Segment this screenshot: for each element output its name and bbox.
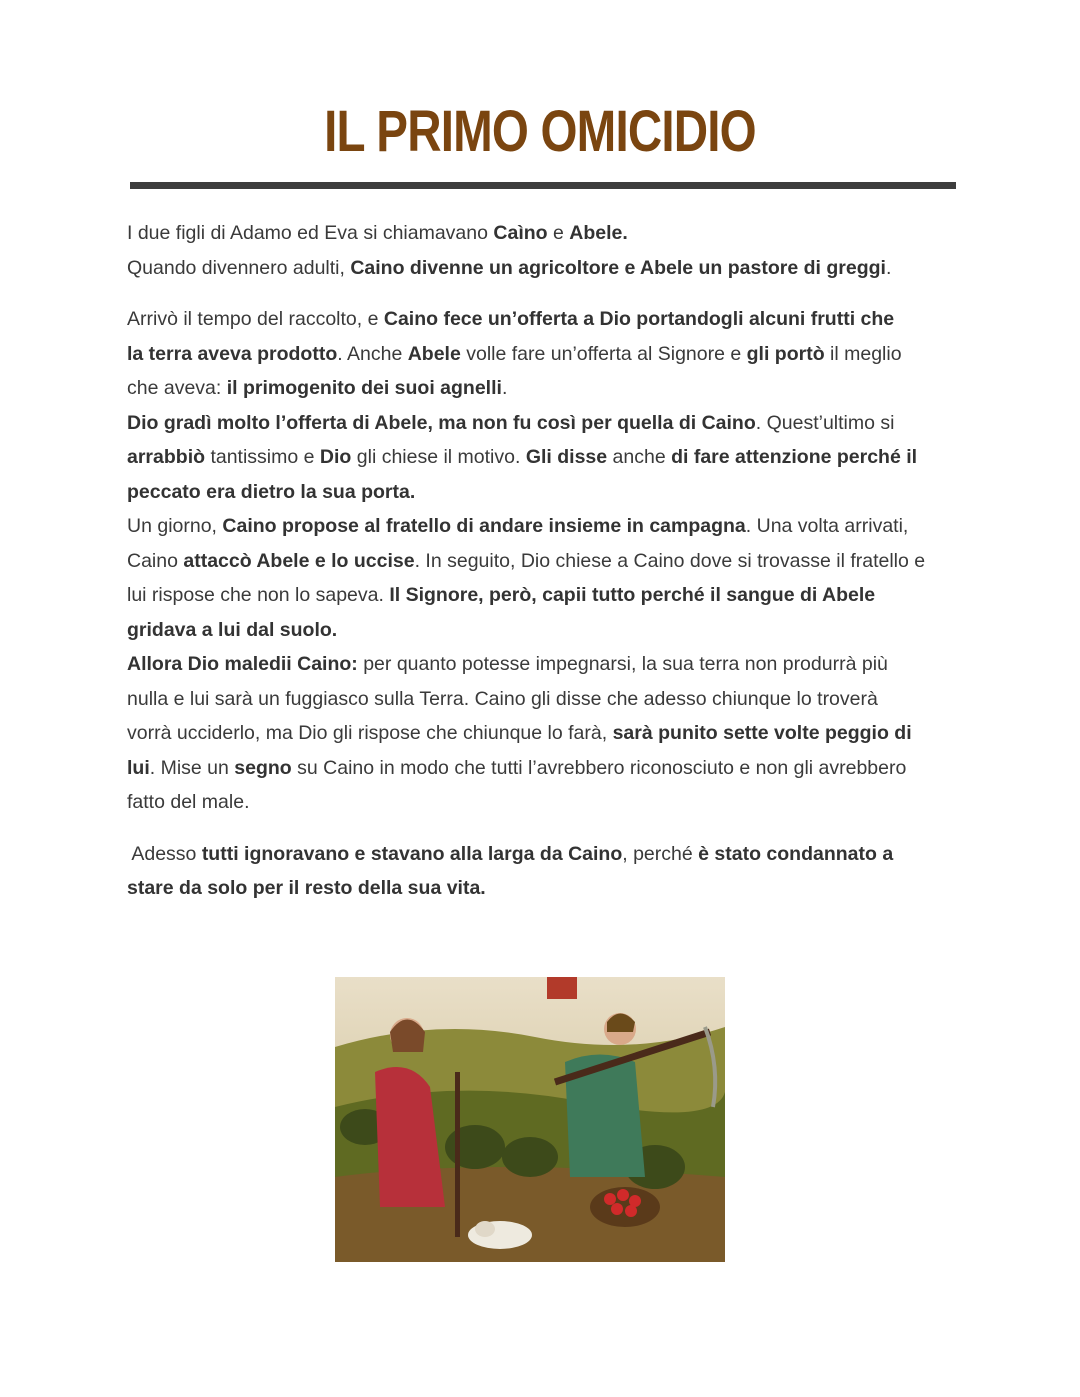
- text: gli chiese il motivo.: [351, 446, 526, 468]
- text: che aveva:: [127, 377, 227, 399]
- text: . Una volta arrivati,: [745, 515, 909, 537]
- bold-text: Abele.: [569, 222, 628, 244]
- bold-text: il primogenito dei suoi agnelli: [226, 377, 502, 399]
- bold-text: gridava a lui dal suolo.: [127, 618, 338, 641]
- text-line: [127, 647, 967, 682]
- text: vorrà ucciderlo, ma Dio gli rispose che chiunque lo farà,: [127, 722, 613, 744]
- text-line: [127, 216, 967, 251]
- text: Arrivò il tempo del raccolto, e: [127, 308, 384, 330]
- text: e: [547, 222, 570, 244]
- text: il meglio: [824, 342, 902, 365]
- text: .: [885, 256, 892, 279]
- bold-text: Dio gradì molto l’offerta di Abele, ma non fu così per quella di Caino: [127, 411, 756, 434]
- text-line: [127, 337, 967, 372]
- text: lui rispose che non lo sapeva.: [127, 584, 390, 606]
- text-line: [127, 578, 967, 613]
- text: .: [501, 377, 508, 399]
- bold-text: Caino divenne un agricoltore e Abele un pastore di greggi: [350, 256, 886, 279]
- bold-text: Caino propose al fratello di andare insieme in campagna: [222, 515, 746, 537]
- text: su Caino in modo che tutti l’avrebbero riconosciuto e non gli avrebbero: [291, 756, 907, 779]
- text-line: [127, 509, 967, 544]
- paragraph: [127, 837, 967, 906]
- cain-abel-illustration: [335, 977, 725, 1262]
- bold-text: Caìno: [493, 222, 548, 244]
- bold-text: la terra aveva prodotto: [127, 342, 338, 365]
- bold-text: Il Signore, però, capii tutto perché il sangue di Abele: [389, 584, 876, 606]
- bold-text: segno: [234, 756, 292, 779]
- bold-text: tutti ignoravano e stavano alla larga da Caino: [201, 842, 623, 865]
- bold-text: sarà punito sette volte peggio di: [612, 722, 912, 744]
- bold-text: Dio: [319, 446, 352, 468]
- text: nulla e lui sarà un fuggiasco sulla Terra. Caino gli disse che adesso chiunque lo troverà: [127, 687, 878, 710]
- bold-text: lui: [127, 756, 150, 779]
- text: . Anche: [337, 342, 408, 365]
- title-divider: [130, 182, 956, 189]
- bold-text: stare da solo per il resto della sua vita.: [127, 877, 486, 899]
- text: Caino: [127, 549, 184, 572]
- text: I due figli di Adamo ed Eva si chiamavano: [127, 222, 494, 244]
- text: volle fare un’offerta al Signore e: [460, 342, 747, 365]
- bold-text: di fare attenzione perché il: [671, 446, 918, 468]
- text-line: [127, 371, 967, 406]
- text-line: [127, 837, 967, 872]
- text-line: [127, 544, 967, 579]
- document-body: [127, 216, 967, 923]
- page-title: IL PRIMO OMICIDIO: [324, 99, 756, 164]
- text-line: [127, 751, 967, 786]
- text: per quanto potesse impegnarsi, la sua terra non produrrà più: [357, 653, 888, 675]
- text: . In seguito, Dio chiese a Caino dove si trovasse il fratello e: [414, 549, 926, 572]
- bold-text: Gli disse: [525, 446, 608, 468]
- text: , perché: [622, 842, 699, 865]
- text: Adesso: [127, 842, 202, 865]
- text: tantissimo e: [205, 446, 320, 468]
- text-line: [127, 251, 967, 286]
- bold-text: gli portò: [746, 342, 825, 365]
- text-line: [127, 302, 967, 337]
- text: Quando divennero adulti,: [127, 256, 351, 279]
- text: . Mise un: [149, 756, 235, 779]
- text-line: [127, 406, 967, 441]
- bold-text: Abele: [407, 342, 461, 365]
- text-line: [127, 613, 967, 648]
- paragraph: [127, 216, 967, 285]
- text: anche: [607, 446, 672, 468]
- text: fatto del male.: [127, 791, 250, 813]
- text-line: [127, 682, 967, 717]
- text-line: [127, 716, 967, 751]
- bold-text: attaccò Abele e lo uccise: [183, 549, 415, 572]
- bold-text: Allora Dio maledii Caino:: [127, 653, 358, 675]
- bold-text: arrabbiò: [127, 446, 206, 468]
- text-line: [127, 475, 967, 510]
- text: Un giorno,: [127, 515, 223, 537]
- bold-text: è stato condannato a: [698, 842, 894, 865]
- text: . Quest’ultimo si: [755, 411, 895, 434]
- paragraph: [127, 302, 967, 820]
- bold-text: Caino fece un’offerta a Dio portandogli alcuni frutti che: [383, 308, 895, 330]
- bold-text: peccato era dietro la sua porta.: [127, 480, 416, 503]
- text-line: [127, 440, 967, 475]
- text-line: [127, 785, 967, 820]
- text-line: [127, 871, 967, 906]
